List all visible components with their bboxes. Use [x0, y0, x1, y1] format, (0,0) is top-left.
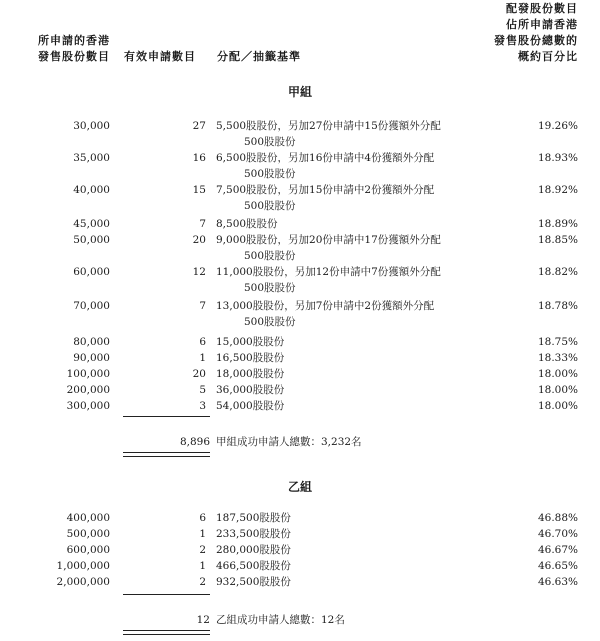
approx-percentage: 18.75% — [537, 336, 578, 348]
approx-percentage: 18.78% — [537, 300, 578, 312]
valid-applications: 20 — [192, 368, 206, 380]
valid-applications: 3 — [199, 400, 206, 412]
allocation-basis: 466,500股股份 — [216, 560, 291, 572]
allocation-basis: 9,000股股份，另加20份申請中17份獲額外分配 — [216, 234, 441, 246]
allocation-basis-cont: 500股股份 — [244, 136, 296, 148]
valid-applications: 7 — [199, 218, 206, 230]
table-row — [0, 118, 600, 134]
applied-shares: 500,000 — [66, 528, 110, 540]
group-b-title: 乙組 — [287, 480, 312, 494]
valid-applications: 2 — [199, 544, 206, 556]
header-applied-shares — [0, 33, 110, 65]
allocation-basis: 187,500股股份 — [216, 512, 291, 524]
valid-applications: 15 — [192, 184, 206, 196]
header-approx-percentage — [494, 1, 578, 65]
allocation-basis: 13,000股股份，另加7份申請中2份獲額外分配 — [216, 300, 435, 312]
approx-percentage: 46.70% — [537, 528, 578, 540]
valid-applications: 1 — [199, 560, 206, 572]
approx-percentage: 18.00% — [537, 368, 578, 380]
allocation-basis-cont: 500股股份 — [244, 316, 296, 328]
approx-percentage: 18.00% — [537, 384, 578, 396]
applied-shares: 600,000 — [66, 544, 110, 556]
allocation-basis: 16,500股股份 — [216, 352, 285, 364]
applied-shares: 100,000 — [66, 368, 110, 380]
allocation-basis: 54,000股股份 — [216, 400, 285, 412]
table-row — [0, 150, 600, 166]
approx-percentage: 18.89% — [537, 218, 578, 230]
allocation-basis: 7,500股股份，另加15份申請中2份獲額外分配 — [216, 184, 435, 196]
valid-applications: 12 — [192, 266, 206, 278]
applied-shares: 35,000 — [73, 152, 110, 164]
applied-shares: 70,000 — [73, 300, 110, 312]
applied-shares: 60,000 — [73, 266, 110, 278]
header-approx-percentage-line4: 概約百分比 — [518, 50, 578, 63]
approx-percentage: 18.92% — [537, 184, 578, 196]
valid-applications: 1 — [199, 528, 206, 540]
applied-shares: 1,000,000 — [56, 560, 110, 572]
allocation-basis: 233,500股股份 — [216, 528, 291, 540]
approx-percentage: 46.63% — [537, 576, 578, 588]
header-approx-percentage-line2: 佔所申請香港 — [506, 18, 578, 31]
table-row — [0, 334, 600, 350]
applied-shares: 400,000 — [66, 512, 110, 524]
applied-shares: 50,000 — [73, 234, 110, 246]
valid-applications: 2 — [199, 576, 206, 588]
subtotal-rule — [123, 594, 210, 595]
valid-applications: 5 — [199, 384, 206, 396]
valid-applications: 7 — [199, 300, 206, 312]
total-double-rule — [123, 630, 210, 635]
allocation-basis: 280,000股股份 — [216, 544, 291, 556]
allocation-basis-cont: 500股股份 — [244, 282, 296, 294]
allocation-basis: 15,000股股份 — [216, 336, 285, 348]
group-b-total-applications: 12 — [196, 614, 210, 626]
header-approx-percentage-line1: 配發股份數目 — [506, 2, 578, 15]
approx-percentage: 46.67% — [537, 544, 578, 556]
valid-applications: 16 — [192, 152, 206, 164]
valid-applications: 1 — [199, 352, 206, 364]
allocation-basis-cont: 500股股份 — [244, 168, 296, 180]
header-allocation-basis: 分配／抽籤基準 — [217, 50, 301, 63]
allocation-basis-cont: 500股股份 — [244, 250, 296, 262]
table-row — [0, 366, 600, 382]
table-row — [0, 542, 600, 558]
approx-percentage: 18.85% — [537, 234, 578, 246]
applied-shares: 80,000 — [73, 336, 110, 348]
approx-percentage: 46.88% — [537, 512, 578, 524]
approx-percentage: 18.93% — [537, 152, 578, 164]
subtotal-rule — [123, 416, 210, 417]
group-a-total-successful: 甲組成功申請人總數：3,232名 — [216, 436, 362, 448]
table-row — [0, 182, 600, 198]
approx-percentage: 18.33% — [537, 352, 578, 364]
allocation-basis: 5,500股股份，另加27份申請中15份獲額外分配 — [216, 120, 441, 132]
allocation-basis: 932,500股股份 — [216, 576, 291, 588]
allocation-basis: 6,500股股份，另加16份申請中4份獲額外分配 — [216, 152, 435, 164]
applied-shares: 45,000 — [73, 218, 110, 230]
group-a-total-applications: 8,896 — [179, 436, 210, 448]
table-row — [0, 232, 600, 248]
header-applied-shares-line1: 所申請的香港 — [38, 34, 110, 47]
table-row — [0, 574, 600, 590]
group-a-title: 甲組 — [287, 85, 312, 99]
approx-percentage: 46.65% — [537, 560, 578, 572]
table-row — [0, 398, 600, 414]
header-valid-applications: 有效申請數目 — [124, 50, 196, 63]
table-row — [0, 382, 600, 398]
approx-percentage: 18.82% — [537, 266, 578, 278]
table-row — [0, 526, 600, 542]
table-row — [0, 558, 600, 574]
approx-percentage: 19.26% — [537, 120, 578, 132]
allocation-basis: 8,500股股份 — [216, 218, 278, 230]
valid-applications: 6 — [199, 336, 206, 348]
table-row — [0, 264, 600, 280]
total-double-rule — [123, 452, 210, 457]
allocation-basis: 11,000股股份，另加12份申請中7份獲額外分配 — [216, 266, 441, 278]
valid-applications: 6 — [199, 512, 206, 524]
header-approx-percentage-line3: 發售股份總數的 — [494, 34, 578, 47]
allocation-basis: 36,000股股份 — [216, 384, 285, 396]
allocation-basis: 18,000股股份 — [216, 368, 285, 380]
table-row — [0, 350, 600, 366]
valid-applications: 27 — [192, 120, 206, 132]
valid-applications: 20 — [192, 234, 206, 246]
approx-percentage: 18.00% — [537, 400, 578, 412]
table-row — [0, 510, 600, 526]
applied-shares: 90,000 — [73, 352, 110, 364]
applied-shares: 30,000 — [73, 120, 110, 132]
group-b-total-successful: 乙組成功申請人總數：12名 — [216, 614, 345, 626]
applied-shares: 40,000 — [73, 184, 110, 196]
table-row — [0, 298, 600, 314]
table-row — [0, 216, 600, 232]
allocation-basis-cont: 500股股份 — [244, 200, 296, 212]
applied-shares: 300,000 — [66, 400, 110, 412]
applied-shares: 200,000 — [66, 384, 110, 396]
applied-shares: 2,000,000 — [56, 576, 110, 588]
header-applied-shares-line2: 發售股份數目 — [38, 50, 110, 63]
